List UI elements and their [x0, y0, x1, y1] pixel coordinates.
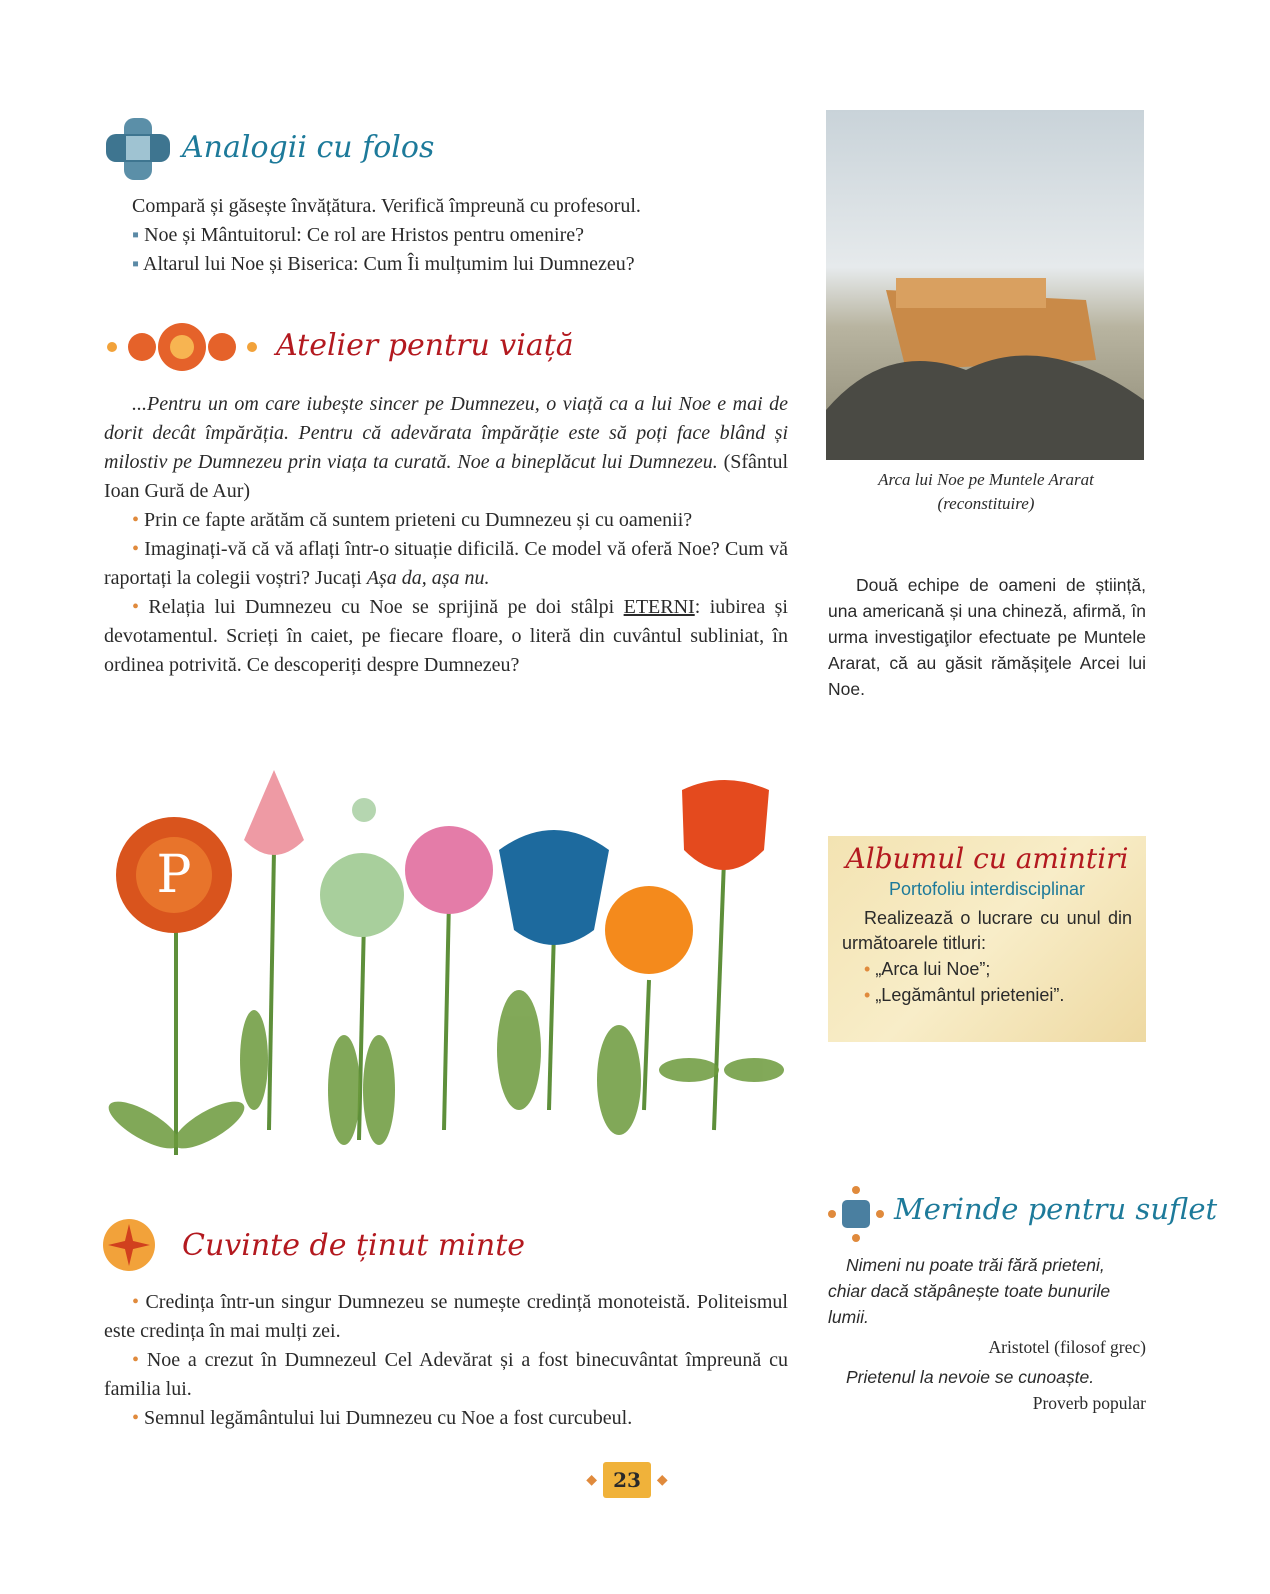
- analogii-section: [132, 192, 792, 279]
- analogii-title: Analogii cu folos: [182, 130, 435, 165]
- list-item: • Credința într-un singur Dumnezeu se numește credință monoteistă. Politeismul este credința în mai mulți zei.: [104, 1291, 788, 1342]
- list-item: • Noe a crezut în Dumnezeul Cel Adevărat și a fost binecuvântat împreună cu familia lui.: [104, 1349, 788, 1400]
- underlined-word: ETERNI: [623, 596, 695, 618]
- flower-letter: P: [156, 845, 192, 905]
- list-item: • „Arca lui Noe”;: [864, 959, 991, 979]
- list-item: • Relația lui Dumnezeu cu Noe se sprijină pe doi stâlpi ETERNI: iubirea și devotamentul. Scrieți în caiet, pe fiecare floare, o literă din cuvântul subliniat, în ordinea potrivită. Ce descoperiți despre Dumnezeu?: [104, 596, 788, 676]
- cuvinte-section: [104, 1288, 788, 1433]
- list-item: ▪ Noe și Mântuitorul: Ce rol are Hristos pentru omenire?: [132, 224, 584, 246]
- ark-photo: [826, 110, 1144, 460]
- analogii-intro: Compară și găsește învățătura. Verifică împreună cu profesorul.: [132, 195, 641, 217]
- page-number: 23: [603, 1462, 651, 1498]
- flowers-illustration: [104, 730, 784, 1160]
- quote: Prietenul la nevoie se cunoaște.: [846, 1367, 1095, 1387]
- quote-author: Proverb popular: [1032, 1393, 1146, 1413]
- album-subtitle: Portofoliu interdisciplinar: [888, 879, 1086, 899]
- quote-source: (Sfântul Ioan Gură de Aur): [104, 451, 788, 502]
- cuvinte-icon: [96, 1212, 162, 1278]
- list-item: • „Legământul prieteniei”.: [864, 985, 1065, 1005]
- list-item: ▪ Altarul lui Noe și Biserica: Cum Îi mulțumim lui Dumnezeu?: [132, 253, 635, 275]
- merinde-section: [828, 1252, 1146, 1416]
- atelier-section: [104, 390, 788, 680]
- photo-caption: Arca lui Noe pe Muntele Ararat (reconstituire): [878, 470, 1094, 513]
- album-box: [828, 836, 1146, 1042]
- cuvinte-title: Cuvinte de ținut minte: [182, 1228, 526, 1263]
- quote-author: Aristotel (filosof grec): [988, 1337, 1146, 1357]
- album-text: Realizează o lucrare cu unul din următoarele titluri:: [842, 908, 1132, 953]
- analogii-icon: [104, 116, 172, 182]
- merinde-title: Merinde pentru suflet: [894, 1192, 1218, 1226]
- list-item: • Prin ce fapte arătăm că suntem prieteni cu Dumnezeu și cu oamenii?: [132, 509, 693, 531]
- merinde-icon: [828, 1186, 884, 1242]
- quote: Nimeni nu poate trăi fără prieteni, chiar dacă stăpânește toate bunurile lumii.: [828, 1255, 1111, 1327]
- science-text: Două echipe de oameni de știință, una americană și una chineză, afirmă, în urma investigaţilor efectuate pe Muntele Ararat, că au găsit rămășiţele Arcei lui Noe.: [828, 575, 1146, 699]
- album-title: Albumul cu amintiri: [845, 842, 1129, 875]
- atelier-icon: [102, 320, 262, 374]
- atelier-title: Atelier pentru viață: [276, 328, 574, 363]
- list-item: • Semnul legământului lui Dumnezeu cu Noe a fost curcubeul.: [132, 1407, 633, 1429]
- list-item: • Imaginați-vă că vă aflați într-o situație dificilă. Ce model vă oferă Noe? Cum vă raportați la colegii voștri? Jucați Așa da, așa nu.: [104, 538, 788, 589]
- quote: ...Pentru un om care iubește sincer pe Dumnezeu, o viață ca a lui Noe e mai de dorit decât împărăția. Pentru că adevărata împărăție este să poți face blând și milostiv pe Dumnezeu prin viața ta curată. Noe a bineplăcut lui Dumnezeu.: [104, 393, 788, 473]
- page-number-badge: ◆ 23 ◆: [586, 1458, 668, 1502]
